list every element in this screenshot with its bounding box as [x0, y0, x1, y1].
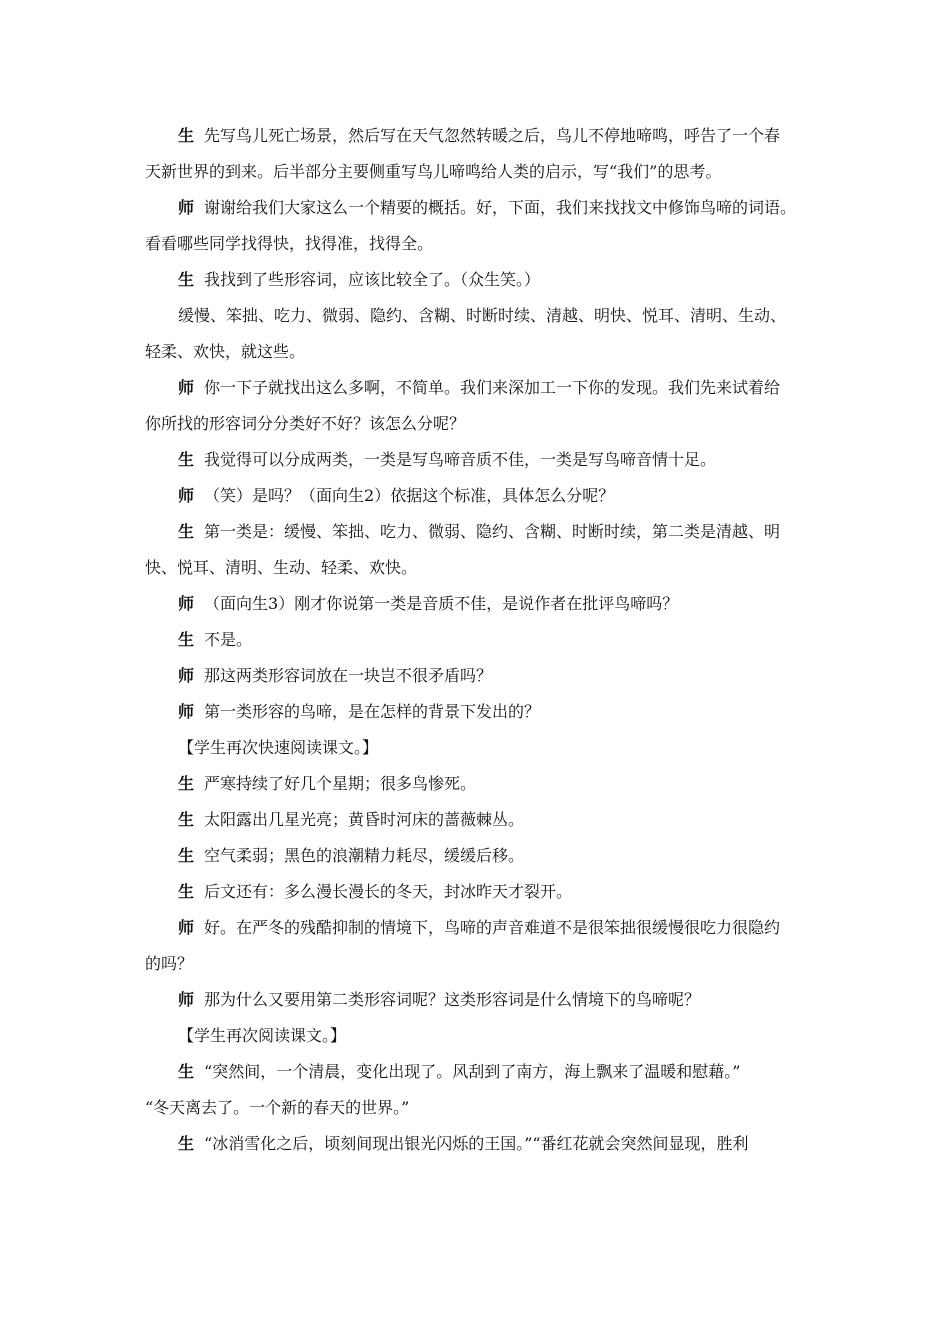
- paragraph-line: [145, 124, 810, 160]
- speaker-label: 生: [178, 522, 195, 541]
- paragraph-line: [145, 808, 810, 844]
- speaker-label: 生: [178, 882, 195, 901]
- line-text: 我找到了些形容词，应该比较全了。（众生笑。）: [204, 270, 541, 289]
- line-text: 【学生再次阅读课文。】: [178, 1026, 347, 1045]
- line-text: （面向生3）刚才你说第一类是音质不佳，是说作者在批评鸟啼吗？: [204, 594, 679, 613]
- speaker-label: 师: [178, 702, 195, 721]
- speaker-label: 生: [178, 1062, 195, 1081]
- speaker-label: 师: [178, 378, 195, 397]
- line-text: “冰消雪化之后，顷刻间现出银光闪烁的王国。”“番红花就会突然间显现，胜利: [204, 1134, 749, 1153]
- line-text: 天新世界的到来。后半部分主要侧重写鸟儿啼鸣给人类的启示，写“我们”的思考。: [145, 162, 722, 181]
- stage-direction: [145, 1024, 810, 1060]
- paragraph-line: [145, 664, 810, 700]
- line-text: 看看哪些同学找得快，找得准，找得全。: [145, 234, 434, 253]
- stage-direction: [145, 736, 810, 772]
- line-text: 的吗？: [145, 954, 194, 973]
- line-text: “突然间，一个清晨，变化出现了。风刮到了南方，海上飘来了温暖和慰藉。”: [204, 1062, 741, 1081]
- paragraph-line: [145, 1060, 810, 1096]
- line-text: （笑）是吗？（面向生2）依据这个标准，具体怎么分呢？: [204, 486, 615, 505]
- line-text: 不是。: [204, 630, 253, 649]
- speaker-label: 师: [178, 198, 195, 217]
- line-text: 严寒持续了好几个星期；很多鸟惨死。: [204, 774, 477, 793]
- paragraph-line: [145, 628, 810, 664]
- line-text: 先写鸟儿死亡场景，然后写在天气忽然转暖之后，鸟儿不停地啼鸣，呼告了一个春: [204, 126, 781, 145]
- paragraph-line: [145, 376, 810, 412]
- paragraph-line: [145, 1096, 810, 1132]
- line-text: “冬天离去了。一个新的春天的世界。”: [145, 1098, 410, 1117]
- speaker-label: 师: [178, 666, 195, 685]
- line-text: 【学生再次快速阅读课文。】: [178, 738, 379, 757]
- line-text: 缓慢、笨拙、吃力、微弱、隐约、含糊、时断时续、清越、明快、悦耳、清明、生动、: [178, 306, 787, 325]
- paragraph-line: [145, 700, 810, 736]
- paragraph-line: [145, 844, 810, 880]
- line-text: 好。在严冬的残酷抑制的情境下，鸟啼的声音难道不是很笨拙很缓慢很吃力很隐约: [204, 918, 781, 937]
- speaker-label: 生: [178, 126, 195, 145]
- speaker-label: 师: [178, 594, 195, 613]
- speaker-label: 生: [178, 846, 195, 865]
- paragraph-line: [145, 268, 810, 304]
- paragraph-line: [145, 916, 810, 952]
- speaker-label: 师: [178, 918, 195, 937]
- line-text: 轻柔、欢快，就这些。: [145, 342, 306, 361]
- line-text: 第一类形容的鸟啼，是在怎样的背景下发出的？: [204, 702, 541, 721]
- paragraph-line: [145, 988, 810, 1024]
- paragraph-line: [145, 232, 810, 268]
- line-text: 我觉得可以分成两类，一类是写鸟啼音质不佳，一类是写鸟啼音情十足。: [204, 450, 717, 469]
- paragraph-line: [145, 340, 810, 376]
- line-text: 你一下子就找出这么多啊，不简单。我们来深加工一下你的发现。我们先来试着给: [204, 378, 781, 397]
- speaker-label: 生: [178, 450, 195, 469]
- document-body: [145, 124, 810, 1168]
- line-text: 后文还有：多么漫长漫长的冬天，封冰昨天才裂开。: [204, 882, 573, 901]
- paragraph-line: [145, 304, 810, 340]
- paragraph-line: [145, 196, 810, 232]
- paragraph-line: [145, 1132, 810, 1168]
- line-text: 那这两类形容词放在一块岂不很矛盾吗？: [204, 666, 493, 685]
- line-text: 空气柔弱；黑色的浪潮精力耗尽，缓缓后移。: [204, 846, 525, 865]
- speaker-label: 生: [178, 774, 195, 793]
- line-text: 你所找的形容词分分类好不好？该怎么分呢？: [145, 414, 466, 433]
- paragraph-line: [145, 160, 810, 196]
- line-text: 第一类是：缓慢、笨拙、吃力、微弱、隐约、含糊、时断时续，第二类是清越、明: [204, 522, 781, 541]
- paragraph-line: [145, 952, 810, 988]
- line-text: 快、悦耳、清明、生动、轻柔、欢快。: [145, 558, 418, 577]
- paragraph-line: [145, 448, 810, 484]
- speaker-label: 生: [178, 630, 195, 649]
- speaker-label: 生: [178, 810, 195, 829]
- line-text: 那为什么又要用第二类形容词呢？这类形容词是什么情境下的鸟啼呢？: [204, 990, 701, 1009]
- paragraph-line: [145, 520, 810, 556]
- line-text: 太阳露出几星光亮；黄昏时河床的蔷薇棘丛。: [204, 810, 525, 829]
- paragraph-line: [145, 772, 810, 808]
- speaker-label: 师: [178, 486, 195, 505]
- line-text: 谢谢给我们大家这么一个精要的概括。好，下面，我们来找找文中修饰鸟啼的词语。: [204, 198, 797, 217]
- paragraph-line: [145, 412, 810, 448]
- paragraph-line: [145, 556, 810, 592]
- paragraph-line: [145, 592, 810, 628]
- speaker-label: 生: [178, 270, 195, 289]
- paragraph-line: [145, 484, 810, 520]
- paragraph-line: [145, 880, 810, 916]
- speaker-label: 生: [178, 1134, 195, 1153]
- speaker-label: 师: [178, 990, 195, 1009]
